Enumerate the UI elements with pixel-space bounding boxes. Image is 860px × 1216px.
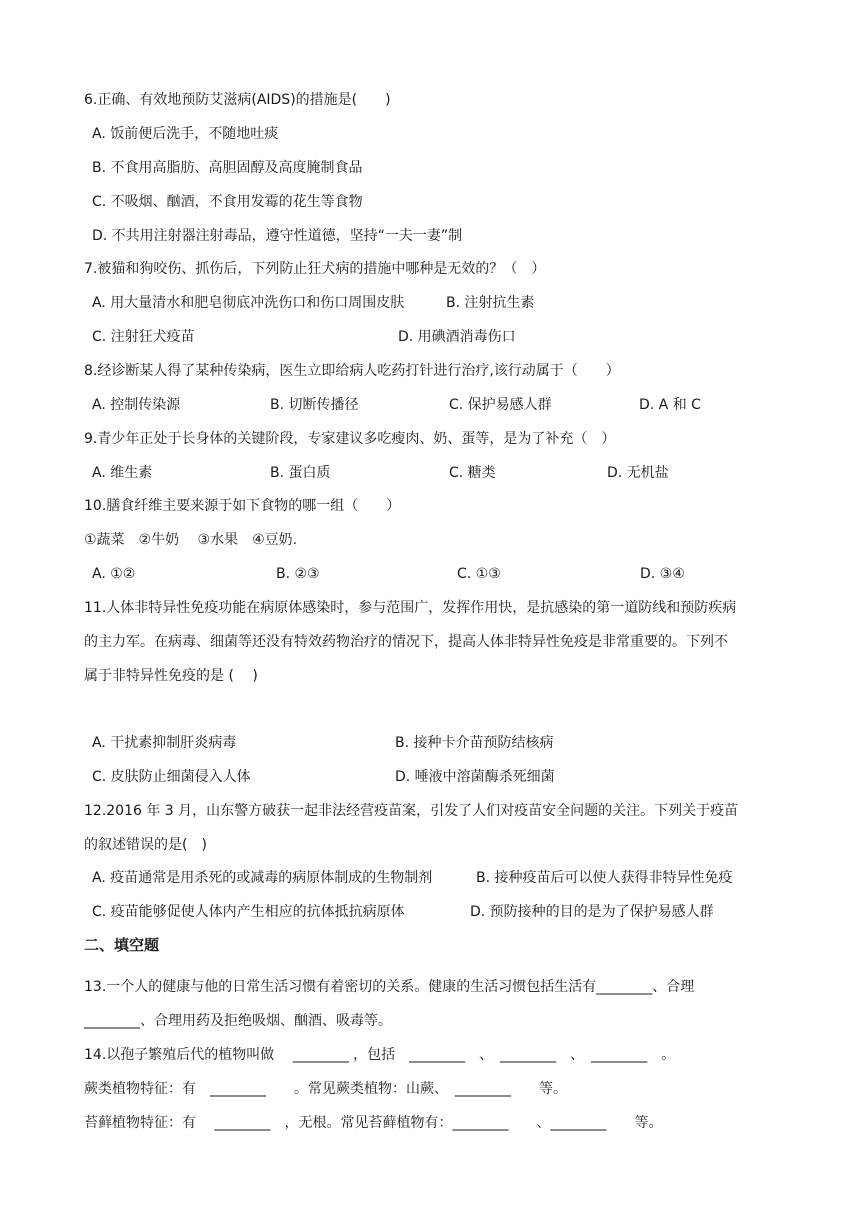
question-14-line-3: 苔藓植物特征：有 ________ ，无根。常见苔藓植物有：________ 、________ 等。: [84, 1115, 663, 1131]
question-8-option-a: A. 控制传染源: [92, 397, 181, 413]
question-14-line-2: 蕨类植物特征：有 ________ 。常见蕨类植物：山蕨、 ________ 等。: [84, 1081, 567, 1097]
question-11-stem-line-3: 属于非特异性免疫的是 ( ): [84, 668, 258, 684]
question-10-option-c: C. ①③: [457, 566, 501, 582]
question-7-option-a: A. 用大量清水和肥皂彻底冲洗伤口和伤口周围皮肤: [92, 295, 405, 311]
question-8-option-d: D. A 和 C: [639, 397, 701, 413]
question-12-option-b: B. 接种疫苗后可以使人获得非特异性免疫: [476, 870, 733, 886]
question-11-stem-line-1: 11.人体非特异性免疫功能在病原体感染时，参与范围广，发挥作用快，是抗感染的第一道防线和预防疾病: [84, 600, 737, 616]
question-11-stem-line-2: 的主力军。在病毒、细菌等还没有特效药物治疗的情况下，提高人体非特异性免疫是非常重要的。下列不: [84, 634, 728, 650]
question-9-option-d: D. 无机盐: [607, 465, 669, 481]
question-9-option-c: C. 糖类: [449, 465, 496, 481]
question-6-option-a: A. 饭前便后洗手，不随地吐痰: [92, 126, 279, 142]
question-12-option-c: C. 疫苗能够促使人体内产生相应的抗体抵抗病原体: [92, 904, 405, 920]
question-6-stem: 6.正确、有效地预防艾滋病(AIDS)的措施是( ): [84, 92, 391, 108]
question-7-stem: 7.被猫和狗咬伤、抓伤后，下列防止狂犬病的措施中哪种是无效的？（ ）: [84, 261, 546, 277]
question-14-line-1: 14.以孢子繁殖后代的植物叫做 ________ ，包括 ________ 、 ________ 、 ________ 。: [84, 1047, 676, 1063]
question-10-option-a: A. ①②: [92, 566, 136, 582]
question-9-option-b: B. 蛋白质: [270, 465, 331, 481]
question-10-stem: 10.膳食纤维主要来源于如下食物的哪一组（ ）: [84, 498, 401, 514]
question-13-line-2: ________、合理用药及拒绝吸烟、酗酒、吸毒等。: [84, 1013, 392, 1029]
question-7-option-b: B. 注射抗生素: [446, 295, 535, 311]
question-12-stem-line-2: 的叙述错误的是( ): [84, 837, 207, 853]
question-10-food-list: ①蔬菜 ②牛奶 ③水果 ④豆奶.: [84, 532, 298, 548]
question-6-option-d: D. 不共用注射器注射毒品，遵守性道德，坚持“一夫一妻”制: [92, 228, 463, 244]
question-10-option-d: D. ③④: [640, 566, 685, 582]
question-6-option-b: B. 不食用高脂肪、高胆固醇及高度腌制食品: [92, 160, 363, 176]
question-13-line-1: 13.一个人的健康与他的日常生活习惯有着密切的关系。健康的生活习惯包括生活有________、合理: [84, 979, 695, 995]
question-10-option-b: B. ②③: [276, 566, 320, 582]
question-7-option-c: C. 注射狂犬疫苗: [92, 329, 195, 345]
question-8-stem: 8.经诊断某人得了某种传染病，医生立即给病人吃药打针进行治疗,该行动属于（ ）: [84, 363, 620, 379]
question-11-option-c: C. 皮肤防止细菌侵入人体: [92, 769, 251, 785]
question-12-option-a: A. 疫苗通常是用杀死的或减毒的病原体制成的生物制剂: [92, 870, 433, 886]
question-12-stem-line-1: 12.2016 年 3 月，山东警方破获一起非法经营疫苗案，引发了人们对疫苗安全问题的关注。下列关于疫苗: [84, 803, 739, 819]
question-6-option-c: C. 不吸烟、酗酒，不食用发霉的花生等食物: [92, 194, 363, 210]
question-11-option-d: D. 唾液中溶菌酶杀死细菌: [395, 769, 555, 785]
question-9-stem: 9.青少年正处于长身体的关键阶段，专家建议多吃瘦肉、奶、蛋等，是为了补充（ ）: [84, 431, 616, 447]
question-7-option-d: D. 用碘酒消毒伤口: [398, 329, 516, 345]
question-8-option-c: C. 保护易感人群: [449, 397, 552, 413]
question-11-option-a: A. 干扰素抑制肝炎病毒: [92, 735, 237, 751]
section-2-heading: 二、填空题: [84, 936, 160, 954]
question-12-option-d: D. 预防接种的目的是为了保护易感人群: [470, 904, 714, 920]
question-8-option-b: B. 切断传播径: [270, 397, 359, 413]
question-11-option-b: B. 接种卡介苗预防结核病: [395, 735, 554, 751]
question-9-option-a: A. 维生素: [92, 465, 153, 481]
